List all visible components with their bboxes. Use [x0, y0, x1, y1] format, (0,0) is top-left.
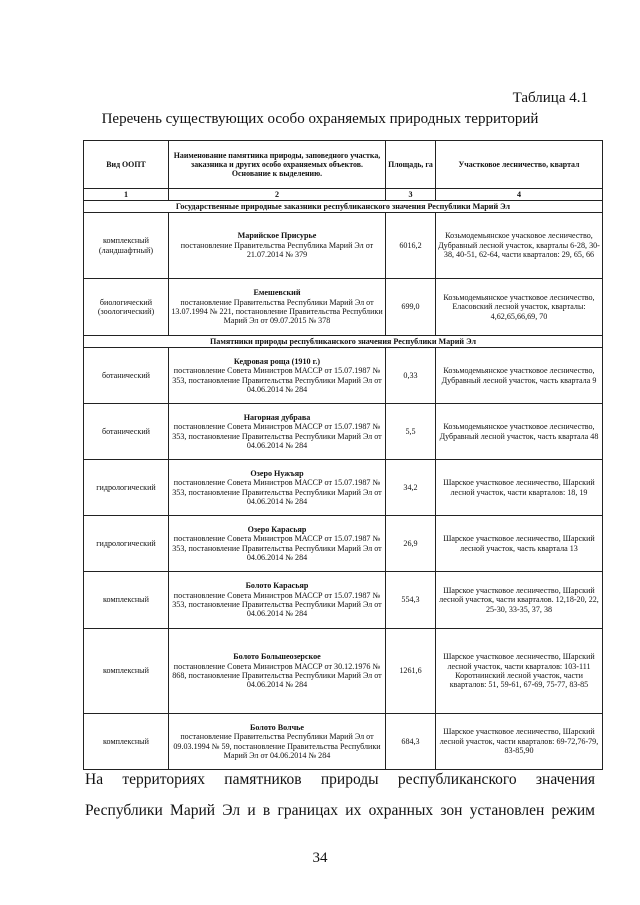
- oopt-area: 1261,6: [386, 629, 436, 714]
- oopt-area: 554,3: [386, 572, 436, 629]
- oopt-area: 684,3: [386, 714, 436, 770]
- page-number: 34: [312, 850, 328, 866]
- oopt-basis: постановление Совета Министров МАССР от 15.07.1987 № 353, постановление Правительства Республики Марий Эл от 04.06.2014 № 284: [172, 422, 382, 450]
- oopt-forestry: Шарское участковое лесничество, Шарский лесной участок, части кварталов: 69-72,76-79, 83-85,90: [436, 714, 603, 770]
- section-title-monuments: Памятники природы республиканского значения Республики Марий Эл: [84, 336, 603, 348]
- table-row: [84, 348, 603, 404]
- oopt-area: 699,0: [386, 279, 436, 336]
- oopt-basis: постановление Правительства Республики Марий Эл от 09.03.1994 № 59, постановление Правительства Республики Марий Эл от 04.06.2014 № 284: [173, 732, 381, 760]
- section-title-reserves: Государственные природные заказники республиканского значения Республики Марий Эл: [84, 201, 603, 213]
- oopt-name-cell: [169, 348, 386, 404]
- table-row: [84, 279, 603, 336]
- body-paragraph-line: Республики Марий Эл и в границах их охранных зон установлен режим: [85, 802, 595, 819]
- oopt-area: 34,2: [386, 460, 436, 516]
- table-row: [84, 714, 603, 770]
- oopt-name-cell: [169, 629, 386, 714]
- oopt-type: ботанический: [84, 348, 169, 404]
- oopt-name: Нагорная дубрава: [243, 412, 311, 422]
- column-number: 1: [84, 189, 169, 201]
- oopt-type: комплексный: [84, 714, 169, 770]
- oopt-basis: постановление Правительства Республики Марий Эл от 13.07.1994 № 221, постановление Правительства Республики Марий Эл от 09.07.2015 № 378: [171, 297, 383, 326]
- oopt-name-cell: [169, 404, 386, 460]
- header-type: Вид ООПТ: [84, 141, 169, 189]
- table-row: [84, 516, 603, 572]
- oopt-basis: постановление Совета Министров МАССР от 15.07.1987 № 353, постановление Правительства Республики Марий Эл от 04.06.2014 № 284: [172, 590, 382, 619]
- oopt-table: [83, 140, 603, 770]
- oopt-name-cell: [169, 279, 386, 336]
- table-row: [84, 572, 603, 629]
- table-row: [84, 213, 603, 279]
- oopt-name: Кедровая роща (1910 г.): [233, 356, 321, 366]
- table-header-row: [84, 141, 603, 189]
- oopt-name-cell: [169, 572, 386, 629]
- table-row: [84, 404, 603, 460]
- oopt-area: 26,9: [386, 516, 436, 572]
- oopt-type: комплексный: [84, 629, 169, 714]
- oopt-area: 6016,2: [386, 213, 436, 279]
- oopt-forestry: Шарское участковое лесничество, Шарский лесной участок, части кварталов: 18, 19: [436, 460, 603, 516]
- oopt-forestry: Шарское участковое лесничество, Шарский лесной участок, части кварталов: 103-111 Коротнинский лесной участок, части кварталов: 51, 59-61, 67-69, 75-77, 83-85: [436, 629, 603, 714]
- table-row: [84, 460, 603, 516]
- table-row: [84, 629, 603, 714]
- oopt-type: биологический (зоологический): [84, 279, 169, 336]
- oopt-forestry: Козьмодемьянское участковое лесничество, Дубравный лесной участок, часть квартала 48: [436, 404, 603, 460]
- oopt-forestry: Козьмодемьянское участковое лесничество, Еласовский лесной участок, кварталы: 4,62,65,66,69, 70: [436, 279, 603, 336]
- oopt-name: Емешевский: [253, 288, 301, 298]
- column-number: 3: [386, 189, 436, 201]
- oopt-name: Болото Большеозерское: [233, 652, 321, 662]
- column-number-row: [84, 189, 603, 201]
- oopt-name-cell: [169, 213, 386, 279]
- oopt-type: гидрологический: [84, 460, 169, 516]
- oopt-basis: постановление Совета Министров МАССР от 30.12.1976 № 868, постановление Правительства Республики Марий Эл от 04.06.2014 № 284: [172, 661, 382, 690]
- oopt-area: 5,5: [386, 404, 436, 460]
- oopt-basis: постановление Правительства Республика Марий Эл от 21.07.2014 № 379: [180, 240, 374, 260]
- oopt-name: Болото Волчье: [249, 722, 305, 732]
- oopt-name-cell: [169, 516, 386, 572]
- oopt-forestry: Шарское участковое лесничество, Шарский лесной участок, часть квартала 13: [436, 516, 603, 572]
- section-row: [84, 201, 603, 213]
- table-title: Перечень существующих особо охраняемых природных территорий: [101, 111, 539, 127]
- header-area: Площадь, га: [386, 141, 436, 189]
- section-row: [84, 336, 603, 348]
- oopt-name: Озеро Карасьяр: [247, 524, 307, 534]
- oopt-area: 0,33: [386, 348, 436, 404]
- header-name: Наименование памятника природы, заповедного участка, заказника и других особо охраняемых объектов. Основание к выделению.: [169, 141, 386, 189]
- table-number: Таблица 4.1: [512, 90, 588, 106]
- oopt-basis: постановление Совета Министров МАССР от 15.07.1987 № 353, постановление Правительства Республики Марий Эл от 04.06.2014 № 284: [172, 534, 382, 562]
- column-number: 2: [169, 189, 386, 201]
- oopt-type: комплексный: [84, 572, 169, 629]
- body-paragraph-line: На территориях памятников природы республиканского значения: [85, 771, 595, 788]
- oopt-name: Озеро Нужъяр: [250, 468, 304, 478]
- oopt-type: ботанический: [84, 404, 169, 460]
- oopt-name-cell: [169, 714, 386, 770]
- oopt-forestry: Козьмодемьянское учасковое лесничество, Дубравный лесной участок, кварталы 6-28, 30-38, 40-51, 62-64, части кварталов: 29, 65, 66: [436, 213, 603, 279]
- oopt-forestry: Шарское участковое лесничество, Шарский лесной участок, части кварталов. 12,18-20, 22, 25-30, 33-35, 37, 38: [436, 572, 603, 629]
- oopt-basis: постановление Совета Министров МАССР от 15.07.1987 № 353, постановление Правительства Республики Марий Эл от 04.06.2014 № 284: [172, 478, 382, 506]
- oopt-name-cell: [169, 460, 386, 516]
- oopt-name: Марийское Присурье: [237, 231, 317, 241]
- oopt-type: гидрологический: [84, 516, 169, 572]
- oopt-forestry: Козьмодемьянское участковое лесничество, Дубравный лесной участок, часть квартала 9: [436, 348, 603, 404]
- oopt-name: Болото Карасьяр: [245, 581, 309, 591]
- column-number: 4: [436, 189, 603, 201]
- oopt-type: комплексный (ландшафтный): [84, 213, 169, 279]
- oopt-basis: постановление Совета Министров МАССР от 15.07.1987 № 353, постановление Правительства Республики Марий Эл от 04.06.2014 № 284: [172, 366, 382, 394]
- header-forestry: Участковое лесничество, квартал: [436, 141, 603, 189]
